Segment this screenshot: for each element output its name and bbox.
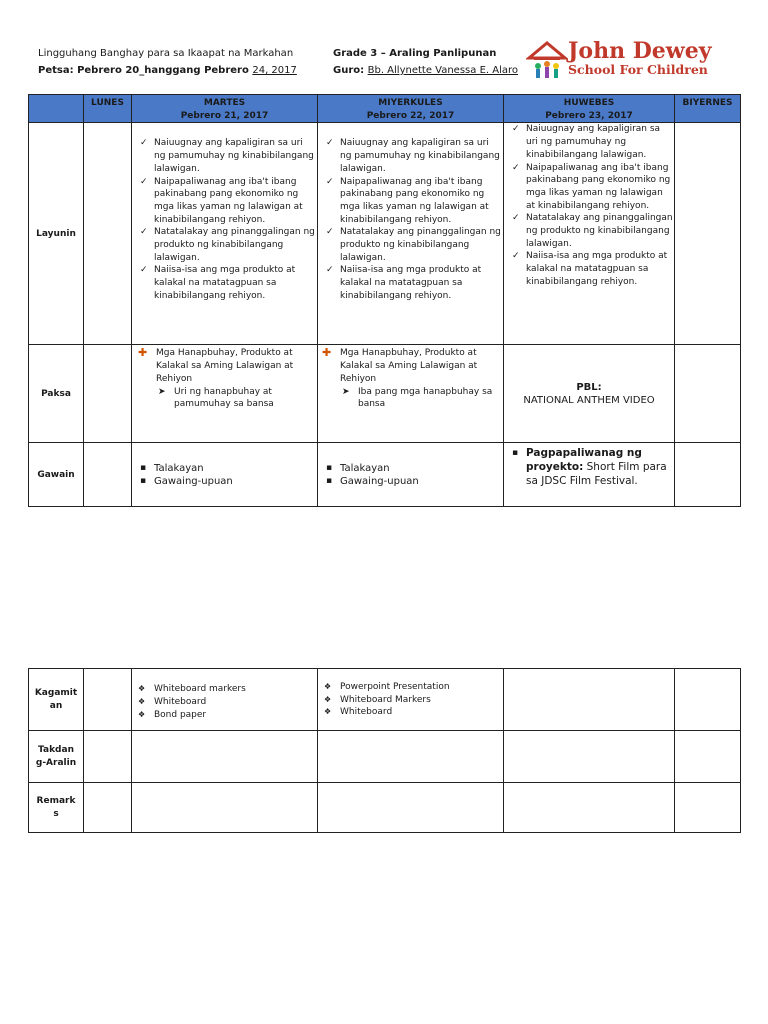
paksa-martes-sub	[156, 386, 313, 411]
remarks-row	[29, 783, 741, 833]
remarks-label: Remark s	[29, 783, 84, 833]
list-item: ✓ Naiisa-isa ang mga produkto at kalakal na matatagpuan sa kinabibilangang rehiyon.	[504, 250, 674, 288]
paksa-huwebes	[504, 345, 675, 443]
kagamitan-row	[29, 669, 741, 731]
date-prefix: Petsa: Pebrero 20_hanggang Pebrero	[38, 65, 253, 76]
gawain-miyerkules	[318, 443, 504, 507]
school-house-icon	[526, 40, 568, 80]
remarks-biyernes	[675, 783, 741, 833]
biyernes-label: BIYERNES	[682, 98, 733, 108]
list-item: ❖ Whiteboard	[318, 706, 503, 719]
list-item: ▪ Gawaing-upuan	[132, 475, 317, 488]
layunin-huwebes	[504, 123, 675, 345]
paksa-martes-main: Mga Hanapbuhay, Produkto at Kalakal sa Aming Lalawigan at Rehiyon	[156, 348, 294, 384]
huwebes-label: HUWEBES	[563, 98, 615, 108]
gawain-lunes	[84, 443, 132, 507]
martes-date: Pebrero 21, 2017	[180, 110, 269, 121]
layunin-lunes	[84, 123, 132, 345]
kagamitan-biyernes	[675, 669, 741, 731]
layunin-martes	[132, 123, 318, 345]
gawain-label: Gawain	[29, 443, 84, 507]
paksa-row	[29, 345, 741, 443]
header-martes	[132, 95, 318, 123]
lesson-plan-table-bottom	[28, 668, 741, 833]
list-item: ✓ Naiuugnay ang kapaligiran sa uri ng pamumuhay ng kinabibilangang lalawigan.	[318, 137, 503, 175]
paksa-martes-sub-text: Uri ng hanapbuhay at pamumuhay sa bansa	[174, 386, 274, 410]
grade-subject-text: Grade 3 – Araling Panlipunan	[333, 48, 497, 59]
cross-icon: ✚	[138, 346, 148, 360]
gawain-row	[29, 443, 741, 507]
list-item: ✓ Natatalakay ang pinanggalingan ng produkto ng kinabibilangang lalawigan.	[132, 226, 317, 264]
paksa-lunes	[84, 345, 132, 443]
list-item: ❖ Powerpoint Presentation	[318, 681, 503, 694]
layunin-miyerkules	[318, 123, 504, 345]
takdang-lunes	[84, 731, 132, 783]
list-item	[504, 446, 674, 488]
plan-title-text: Lingguhang Banghay para sa Ikaapat na Markahan	[38, 48, 294, 59]
layunin-label: Layunin	[29, 123, 84, 345]
teacher-prefix: Guro:	[333, 65, 368, 76]
pbl-text: NATIONAL ANTHEM VIDEO	[523, 394, 655, 406]
list-item: ❖ Whiteboard Markers	[318, 694, 503, 707]
huwebes-date: Pebrero 23, 2017	[545, 110, 633, 121]
takdang-huwebes	[504, 731, 675, 783]
pbl-label: PBL:	[576, 381, 602, 393]
list-item: ✓ Naiuugnay ang kapaligiran sa uri ng pamumuhay ng kinabibilangang lalawigan.	[504, 123, 674, 161]
list-item: ✓ Naipapaliwanag ang iba't ibang pakinabang pang ekonomiko ng mga likas yaman ng lalawigan at kinabibilangang rehiyon.	[132, 176, 317, 227]
logo-line1: John Dewey	[568, 38, 712, 64]
gawain-huwebes	[504, 443, 675, 507]
paksa-martes	[132, 345, 318, 443]
kagamitan-martes	[132, 669, 318, 731]
takdang-aralin-row	[29, 731, 741, 783]
header-biyernes	[675, 95, 741, 123]
list-item: ▪ Talakayan	[318, 462, 503, 475]
kagamitan-label: Kagamit an	[29, 669, 84, 731]
paksa-label: Paksa	[29, 345, 84, 443]
martes-label: MARTES	[203, 98, 246, 108]
teacher-name: Bb. Allynette Vanessa E. Alaro	[367, 65, 518, 76]
school-logo	[526, 40, 726, 82]
remarks-miyerkules	[318, 783, 504, 833]
teacher	[333, 64, 518, 77]
paksa-miyerkules-main: Mga Hanapbuhay, Produkto at Kalakal sa Aming Lalawigan at Rehiyon	[340, 348, 478, 384]
list-item: ❖ Whiteboard	[132, 696, 317, 709]
header-empty	[29, 95, 84, 123]
gawain-huwebes-bold: Pagpapaliwanag ng proyekto:	[526, 447, 642, 474]
table-header-row	[29, 95, 741, 123]
kagamitan-lunes	[84, 669, 132, 731]
layunin-biyernes	[675, 123, 741, 345]
paksa-miyerkules-sub	[340, 386, 499, 411]
list-item: ✓ Naipapaliwanag ang iba't ibang pakinabang pang ekonomiko ng mga likas yaman ng lalawigan at kinabibilangang rehiyon.	[318, 176, 503, 227]
logo-line2: School For Children	[568, 62, 708, 77]
list-item: ▪ Gawaing-upuan	[318, 475, 503, 488]
header-huwebes	[504, 95, 675, 123]
gawain-martes	[132, 443, 318, 507]
miyerkules-date: Pebrero 22, 2017	[366, 110, 455, 121]
list-item: ✓ Natatalakay ang pinanggalingan ng produkto ng kinabibilangang lalawigan.	[504, 212, 674, 250]
takdang-miyerkules	[318, 731, 504, 783]
lesson-plan-table-top	[28, 94, 741, 507]
list-item: ✓ Naiisa-isa ang mga produkto at kalakal na matatagpuan sa kinabibilangang rehiyon.	[132, 264, 317, 302]
list-item: ✓ Natatalakay ang pinanggalingan ng produkto ng kinabibilangang lalawigan.	[318, 226, 503, 264]
remarks-lunes	[84, 783, 132, 833]
kagamitan-miyerkules	[318, 669, 504, 731]
takdang-martes	[132, 731, 318, 783]
gawain-biyernes	[675, 443, 741, 507]
list-item: ✓ Naiisa-isa ang mga produkto at kalakal na matatagpuan sa kinabibilangang rehiyon.	[318, 264, 503, 302]
header-miyerkules	[318, 95, 504, 123]
list-item: ❖ Whiteboard markers	[132, 683, 317, 696]
remarks-huwebes	[504, 783, 675, 833]
list-item: ❖ Bond paper	[132, 709, 317, 722]
list-item: ▪ Talakayan	[132, 462, 317, 475]
paksa-biyernes	[675, 345, 741, 443]
takdang-aralin-label: Takdan g-Aralin	[29, 731, 84, 783]
layunin-row	[29, 123, 741, 345]
cross-icon: ✚	[322, 346, 332, 360]
paksa-miyerkules	[318, 345, 504, 443]
list-item: ✓ Naiuugnay ang kapaligiran sa uri ng pamumuhay ng kinabibilangang lalawigan.	[132, 137, 317, 175]
remarks-martes	[132, 783, 318, 833]
plan-date	[38, 64, 297, 77]
takdang-biyernes	[675, 731, 741, 783]
grade-subject	[333, 47, 496, 60]
gawain-huwebes-text: Short Film para sa JDSC Film Festival.	[526, 461, 667, 488]
miyerkules-label: MIYERKULES	[378, 98, 443, 108]
plan-title	[38, 47, 293, 60]
list-item: ✓ Naipapaliwanag ang iba't ibang pakinabang pang ekonomiko ng mga likas yaman ng lalawigan at kinabibilangang rehiyon.	[504, 162, 674, 213]
paksa-miyerkules-sub-text: Iba pang mga hanapbuhay sa bansa	[358, 386, 493, 410]
kagamitan-huwebes	[504, 669, 675, 731]
header-lunes	[84, 95, 132, 123]
date-end: 24, 2017	[252, 65, 297, 76]
lunes-label: LUNES	[91, 98, 124, 108]
